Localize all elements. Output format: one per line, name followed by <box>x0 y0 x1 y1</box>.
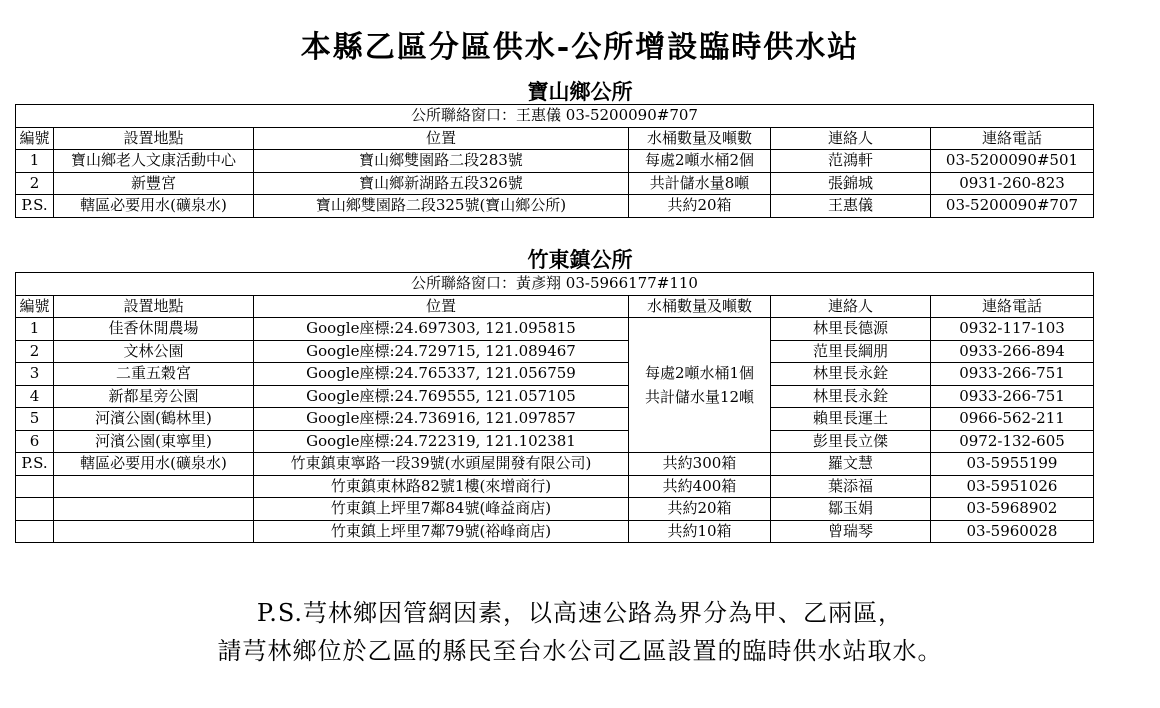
table-header-row <box>16 127 1094 150</box>
row-bucket: 共約10箱 <box>629 520 771 543</box>
row-person: 彭里長立傑 <box>771 430 931 453</box>
row-no: 2 <box>16 340 54 363</box>
row-location: Google座標:24.769555, 121.057105 <box>254 385 629 408</box>
header-cell: 位置 <box>254 295 629 318</box>
header-cell: 水桶數量及噸數 <box>629 127 771 150</box>
row-person: 葉添福 <box>771 475 931 498</box>
zhudong-table <box>15 272 1094 543</box>
row-location: Google座標:24.722319, 121.102381 <box>254 430 629 453</box>
row-person: 林里長永銓 <box>771 363 931 386</box>
row-place: 河濱公園(鶴林里) <box>54 408 254 431</box>
row-person: 王惠儀 <box>771 195 931 218</box>
row-no: 5 <box>16 408 54 431</box>
row-location: Google座標:24.697303, 121.095815 <box>254 318 629 341</box>
row-bucket: 共計儲水量8噸 <box>629 172 771 195</box>
row-person: 林里長永銓 <box>771 385 931 408</box>
row-person: 范里長綱朋 <box>771 340 931 363</box>
row-location: Google座標:24.765337, 121.056759 <box>254 363 629 386</box>
row-place: 佳香休閒農場 <box>54 318 254 341</box>
footnote-line-1: P.S.芎林鄉因管網因素，以高速公路為界分為甲、乙兩區， <box>256 599 904 627</box>
table-row <box>16 520 1094 543</box>
row-no: P.S. <box>16 453 54 476</box>
row-location: Google座標:24.736916, 121.097857 <box>254 408 629 431</box>
table-row <box>16 363 1094 386</box>
row-location: Google座標:24.729715, 121.089467 <box>254 340 629 363</box>
header-cell: 水桶數量及噸數 <box>629 295 771 318</box>
row-place <box>54 475 254 498</box>
header-cell: 設置地點 <box>54 127 254 150</box>
table-header-row <box>16 295 1094 318</box>
header-cell: 連絡人 <box>771 127 931 150</box>
row-location: 竹東鎮東林路82號1樓(來增商行) <box>254 475 629 498</box>
baoshan-contact: 公所聯絡窗口：王惠儀 03-5200090#707 <box>16 105 1094 128</box>
row-place: 新豐宮 <box>54 172 254 195</box>
table-row <box>16 475 1094 498</box>
bucket-line-1: 每處2噸水桶1個 <box>644 364 755 382</box>
row-bucket: 共約20箱 <box>629 498 771 521</box>
merged-bucket-cell <box>629 318 771 453</box>
baoshan-table <box>15 104 1094 218</box>
row-place <box>54 498 254 521</box>
row-location: 竹東鎮東寧路一段39號(水頭屋開發有限公司) <box>254 453 629 476</box>
header-cell: 設置地點 <box>54 295 254 318</box>
row-no: 4 <box>16 385 54 408</box>
row-place: 寶山鄉老人文康活動中心 <box>54 150 254 173</box>
table-row <box>16 195 1094 218</box>
row-no <box>16 520 54 543</box>
bucket-line-2: 共計儲水量12噸 <box>644 388 755 406</box>
row-no: 1 <box>16 150 54 173</box>
row-person: 鄒玉娟 <box>771 498 931 521</box>
row-location: 竹東鎮上坪里7鄰84號(峰益商店) <box>254 498 629 521</box>
row-person: 曾瑞琴 <box>771 520 931 543</box>
row-person: 賴里長運土 <box>771 408 931 431</box>
row-bucket: 共約400箱 <box>629 475 771 498</box>
row-no: 3 <box>16 363 54 386</box>
row-no <box>16 498 54 521</box>
row-place: 轄區必要用水(礦泉水) <box>54 453 254 476</box>
row-bucket: 共約20箱 <box>629 195 771 218</box>
row-no: 2 <box>16 172 54 195</box>
header-cell: 位置 <box>254 127 629 150</box>
header-cell: 連絡電話 <box>931 127 1094 150</box>
page-title: 本縣乙區分區供水-公所增設臨時供水站 <box>300 30 860 65</box>
table-row <box>16 430 1094 453</box>
header-cell: 編號 <box>16 127 54 150</box>
table-row <box>16 150 1094 173</box>
table-row <box>16 318 1094 341</box>
table-row <box>16 453 1094 476</box>
table-row <box>16 498 1094 521</box>
row-phone: 03-5955199 <box>931 453 1094 476</box>
footnote-line-2: 請芎林鄉位於乙區的縣民至台水公司乙區設置的臨時供水站取水。 <box>217 637 943 665</box>
row-no: 6 <box>16 430 54 453</box>
row-person: 張錦城 <box>771 172 931 195</box>
zhudong-section-title: 竹東鎮公所 <box>527 247 633 272</box>
table-row <box>16 385 1094 408</box>
row-bucket: 每處2噸水桶2個 <box>629 150 771 173</box>
row-phone: 03-5200090#707 <box>931 195 1094 218</box>
table-row <box>16 340 1094 363</box>
row-location: 竹東鎮上坪里7鄰79號(裕峰商店) <box>254 520 629 543</box>
header-cell: 連絡人 <box>771 295 931 318</box>
row-person: 范鴻軒 <box>771 150 931 173</box>
row-phone: 0933-266-751 <box>931 385 1094 408</box>
table-row <box>16 408 1094 431</box>
row-phone: 03-5200090#501 <box>931 150 1094 173</box>
row-place: 新都星旁公園 <box>54 385 254 408</box>
baoshan-section-title: 寶山鄉公所 <box>527 79 633 104</box>
row-phone: 0972-132-605 <box>931 430 1094 453</box>
header-cell: 編號 <box>16 295 54 318</box>
row-phone: 0933-266-894 <box>931 340 1094 363</box>
row-location: 寶山鄉雙園路二段325號(寶山鄉公所) <box>254 195 629 218</box>
row-no: 1 <box>16 318 54 341</box>
row-no <box>16 475 54 498</box>
header-cell: 連絡電話 <box>931 295 1094 318</box>
row-place: 二重五穀宮 <box>54 363 254 386</box>
row-phone: 0933-266-751 <box>931 363 1094 386</box>
row-person: 林里長德源 <box>771 318 931 341</box>
row-phone: 03-5960028 <box>931 520 1094 543</box>
table-row <box>16 172 1094 195</box>
row-phone: 0932-117-103 <box>931 318 1094 341</box>
row-phone: 0931-260-823 <box>931 172 1094 195</box>
zhudong-contact: 公所聯絡窗口：黃彥翔 03-5966177#110 <box>16 273 1094 296</box>
row-location: 寶山鄉新湖路五段326號 <box>254 172 629 195</box>
row-place: 河濱公園(東寧里) <box>54 430 254 453</box>
row-place: 文林公園 <box>54 340 254 363</box>
row-location: 寶山鄉雙園路二段283號 <box>254 150 629 173</box>
row-phone: 03-5951026 <box>931 475 1094 498</box>
row-bucket: 共約300箱 <box>629 453 771 476</box>
row-no: P.S. <box>16 195 54 218</box>
row-place: 轄區必要用水(礦泉水) <box>54 195 254 218</box>
row-person: 羅文慧 <box>771 453 931 476</box>
row-phone: 0966-562-211 <box>931 408 1094 431</box>
row-phone: 03-5968902 <box>931 498 1094 521</box>
row-place <box>54 520 254 543</box>
